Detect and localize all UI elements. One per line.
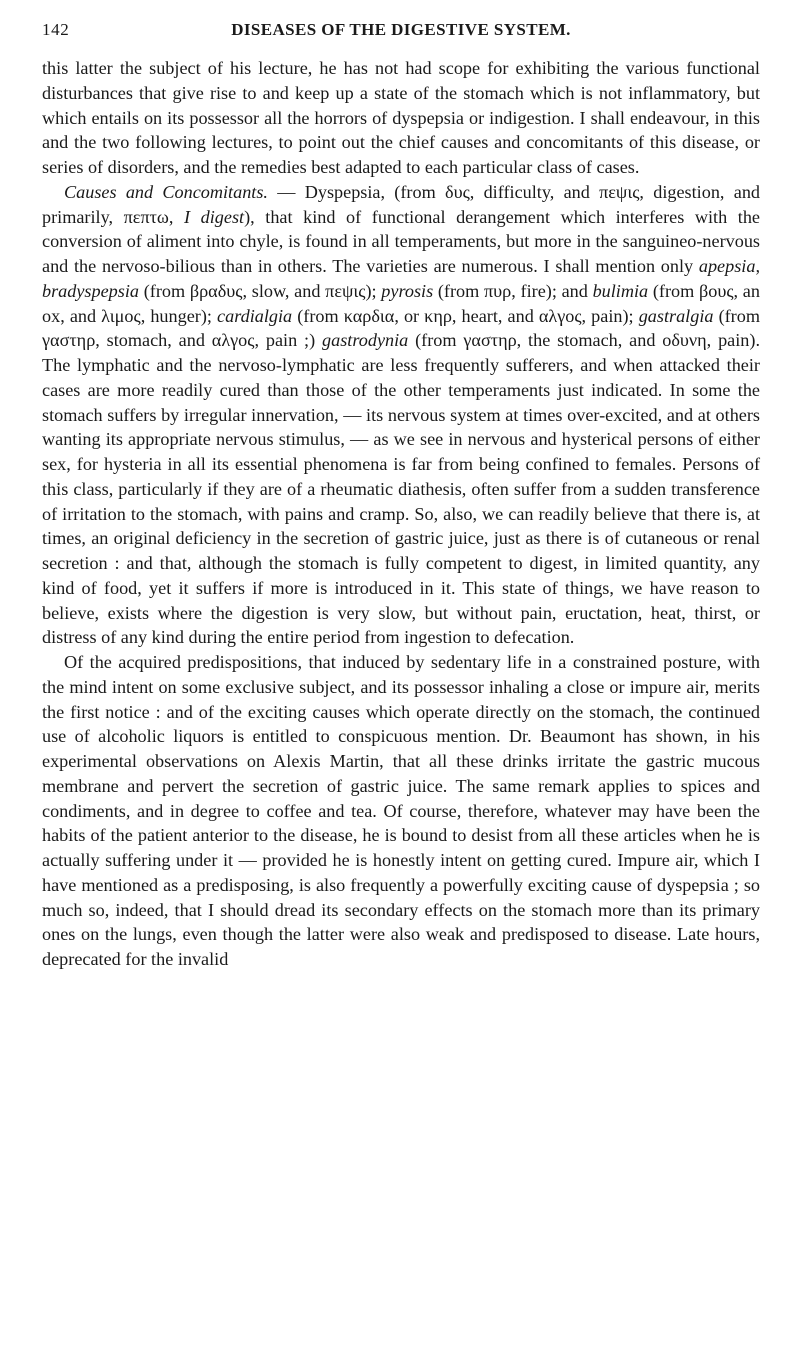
term-apepsia: apepsia, bradyspepsia [42, 256, 760, 301]
text-run: (from πυρ, fire); and [433, 280, 593, 301]
paragraph-acquired-predispositions [42, 650, 760, 972]
page-number: 142 [42, 20, 70, 39]
term-gastralgia: gastralgia [638, 305, 714, 326]
text-run: (from γαστηρ, the stomach, and οδυνη, pain). The lymphatic and the nervoso-lymphatic are less frequently sufferers, and when attacked their cases are more readily cured than those of the other temperaments just indicated. In some the stomach suffers by irregular innervation, — its nervous system at times over-excited, and at others wanting its appropriate nervous stimulus, — as we see in nervous and hysterical persons of either sex, for hysteria in all its essential phenomena is far from being confined to females. Persons of this class, particularly if they are of a rheumatic diathesis, often suffer from a sudden transference of irritation to the stomach, with pains and cramp. So, also, we can readily believe that there is, at times, an original deficiency in the secretion of gastric juice, just as there is of cutaneous or renal secretion : and that, although the stomach is fully competent to digest, in limited quantity, any kind of food, yet it suffers if more is introduced in it. This state of things, we have reason to believe, exists where the digestion is very slow, but without pain, eructation, heat, thirst, or distress of any kind during the entire period from ingestion to defecation. [42, 330, 760, 648]
italic-gloss: I digest [184, 206, 245, 227]
text-run: (from βους, an ox, and λιμος, hunger); [42, 280, 760, 326]
paragraph-continuation [42, 56, 760, 180]
term-cardialgia: cardialgia [217, 305, 293, 326]
body-text [42, 56, 760, 972]
term-gastrodynia: gastrodynia [322, 330, 409, 351]
paragraph-text: Of the acquired predispositions, that induced by sedentary life in a constrained posture, with the mind intent on some exclusive subject, and its possessor inhaling a close or impure air, merits the first notice : and of the exciting causes which operate directly on the stomach, the continued use of alcoholic liquors is entitled to conspicuous mention. Dr. Beaumont has shown, in his experimental observations on Alexis Martin, that all these drinks irritate the gastric mucous membrane and pervert the secretion of gastric juice. The same remark applies to spices and condiments, and in degree to coffee and tea. Of course, therefore, whatever may have been the habits of the patient anterior to the disease, he is bound to desist from all these articles when he is actually suffering under it — provided he is honestly intent on getting cured. Impure air, which I have mentioned as a predisposing, is also frequently a powerfully exciting cause of dyspepsia ; so much so, indeed, that I should dread its secondary effects on the stomach more than its primary ones on the lungs, even though the latter were also weak and predisposed to disease. Late hours, deprecated for the invalid [42, 652, 760, 969]
running-head: DISEASES OF THE DIGESTIVE SYSTEM. [231, 20, 571, 39]
paragraph-text: this latter the subject of his lecture, he has not had scope for exhibiting the various functional disturbances that give rise to and keep up a state of the stomach which is not inflammatory, but which entails on its possessor all the horrors of dyspepsia or indigestion. I shall endeavour, in this and the two following lectures, to point out the chief causes and concomitants of this disease, or series of disorders, and the remedies best adapted to each particular class of cases. [42, 58, 760, 177]
page-header [42, 20, 760, 50]
text-run: (from καρδια, or κηρ, heart, and αλγος, pain); [292, 305, 639, 326]
paragraph-causes-and-concomitants [42, 180, 760, 650]
text-run: (from γαστηρ, stomach, and αλγος, pain ;) [42, 305, 760, 351]
section-heading: Causes and Concomitants. [64, 181, 268, 202]
text-run: ), that kind of functional derangement which interferes with the conversion of aliment into chyle, is found in all temperaments, but more in the sanguineo-nervous and the nervoso-bilious than in others. The varieties are numerous. I shall mention only [42, 206, 760, 276]
text-run: (from βραδυς, slow, and πεψις); [139, 280, 382, 301]
em-dash: — [267, 181, 305, 202]
text-run: Dyspepsia, (from δυς, difficulty, and πεψις, digestion, and primarily, πεπτω, [42, 181, 761, 227]
term-bulimia: bulimia [592, 280, 649, 301]
term-pyrosis: pyrosis [381, 280, 434, 301]
